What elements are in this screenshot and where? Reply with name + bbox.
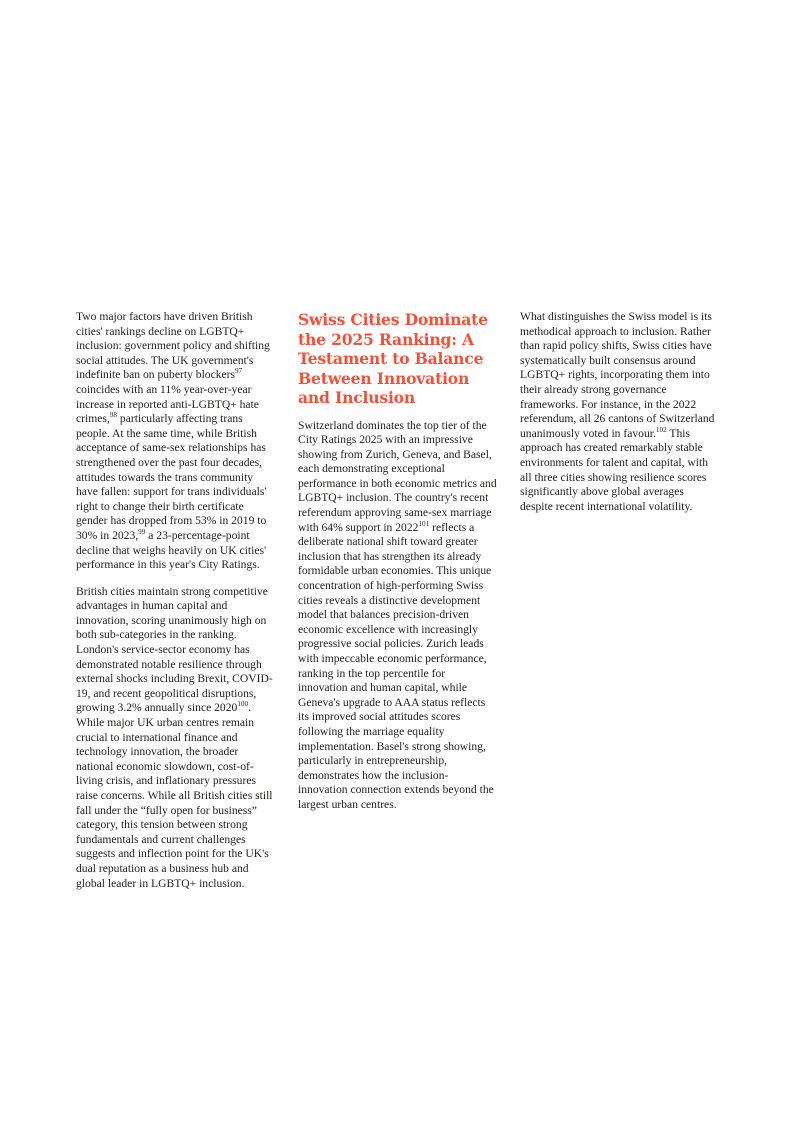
section-heading-swiss-cities: Swiss Cities Dominate the 2025 Ranking: A Testament to Balance Between Innovation and Inclusion [298,310,488,407]
text-columns [76,310,718,891]
footnote-marker: 101 [418,519,430,528]
footnote-marker: 99 [138,528,146,537]
para-swiss-intro: Switzerland dominates the top tier of the City Ratings 2025 with an impressive showing from Zurich, Geneva, and Basel, each demonstrating exceptional performance in both economic metrics and LGBTQ+ inclusion. The country's recent referendum approving same-sex marriage with 64% support in 2022$^{101}$ reflects a deliberate national shift toward greater inclusion that has strengthen its already formidable urban economies. This unique concentration of high-performing Swiss cities reveals a distinctive development model that balances precision-driven economic excellence with increasingly progressive social policies. Zurich leads with impeccable economic performance, ranking in the top percentile for innovation and human capital, while Geneva's upgrade to AAA status reflects its improved social attitudes scores following the marriage equality implementation. Basel's strong showing, particularly in entrepreneurship, demonstrates how the inclusion-innovation connection extends beyond the largest urban centres. [298,418,497,811]
column-middle [298,310,497,813]
footnote-marker: 102 [655,425,667,434]
footnote-marker: 98 [109,411,117,420]
column-left [76,310,275,891]
column-right [520,310,719,514]
footnote-marker: 97 [235,367,243,376]
footnote-marker: 100 [237,700,249,709]
para-uk-advantages: British cities maintain strong competitive advantages in human capital and innovation, scoring unanimously high on both sub-categories in the ranking. London's service-sector economy has demonstrated notable resilience through external shocks including Brexit, COVID-19, and recent geopolitical disruptions, growing 3.2% annually since 2020$^{100}$. While major UK urban centres remain crucial to international finance and technology innovation, the broader national economic slowdown, cost-of-living crisis, and inflationary pressures raise concerns. While all British cities still fall under the “fully open for business” category, this tension between strong fundamentals and current challenges suggests and inflection point for the UK's dual reputation as a business hub and global leader in LGBTQ+ inclusion. [76,584,273,890]
para-uk-factors: Two major factors have driven British cities' rankings decline on LGBTQ+ inclusion: government policy and shifting social attitudes. The UK government's indefinite ban on puberty blockers$^{97}$ coincides with an 11% year-over-year increase in reported anti-LGBTQ+ hate crimes,$^{98}$ particularly affecting trans people. At the same time, while British acceptance of same-sex relationships has strengthened over the past four decades, attitudes towards the trans community have fallen: support for trans individuals' right to change their birth certificate gender has dropped from 53% in 2019 to 30% in 2023,99 a 23-percentage-point decline that weighs heavily on UK cities' performance in this year's City Ratings. [76,310,270,572]
para-swiss-model: What distinguishes the Swiss model is its methodical approach to inclusion. Rather than rapid policy shifts, Swiss cities have systematically built consensus around LGBTQ+ rights, incorporating them into their already strong governance frameworks. For instance, in the 2022 referendum, all 26 cantons of Switzerland unanimously voted in favour.$^{102}$ This approach has created remarkably stable environments for talent and capital, with all three cities showing resilience scores significantly above global averages despite recent international volatility. [520,310,715,513]
